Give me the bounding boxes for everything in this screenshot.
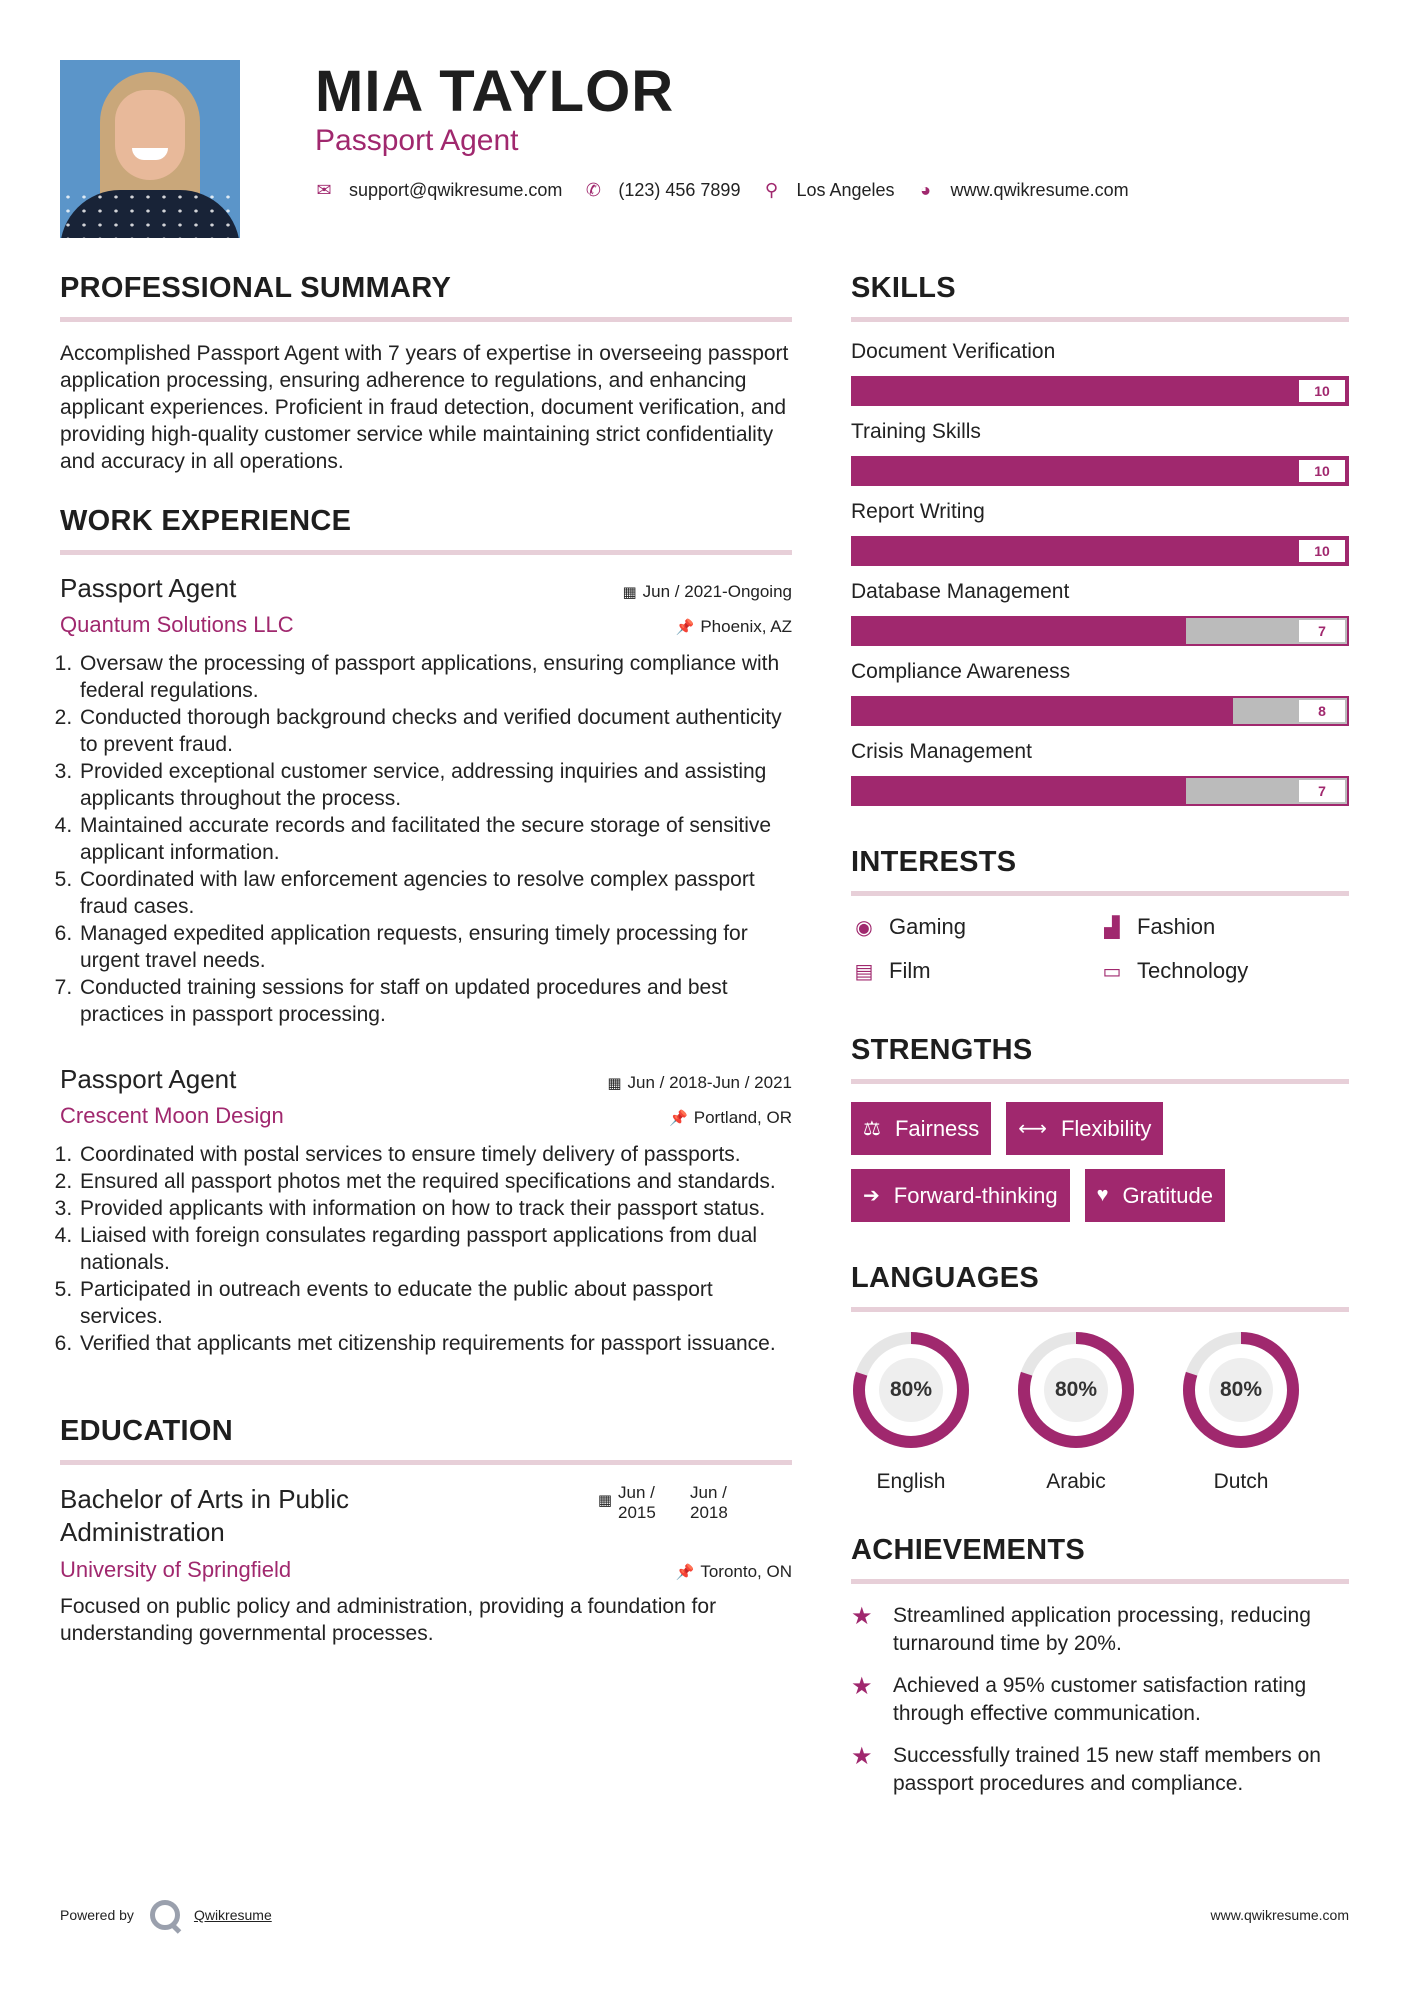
candidate-title: Passport Agent [315,124,519,157]
bullet-item: 4. Maintained accurate records and facilitated the secure storage of sensitive applicant information. [78,812,792,866]
globe-icon: ◕ [920,180,931,200]
skill-bar-fill [853,778,1186,804]
map-pin-icon: ⚲ [764,180,779,200]
language-percent: 80% [1219,1378,1263,1401]
calendar-icon: ▦ [597,1492,612,1509]
calendar-icon: ▦ [607,1075,622,1092]
skill-bar [851,536,1349,566]
skill-value: 7 [1299,780,1345,802]
skill-name: Report Writing [851,500,985,523]
strength-label: Forward-thinking [893,1182,1058,1208]
profile-photo [60,60,240,238]
powered-by-label: Powered by [60,1907,134,1923]
gamepad-icon: ◉ [855,916,873,939]
bullet-item: 2. Conducted thorough background checks and verified document authenticity to prevent fraud. [78,704,792,758]
edu-end-date: Jun / 2018 [690,1483,728,1522]
bullet-item: 1. Coordinated with postal services to ensure timely delivery of passports. [78,1141,792,1168]
bullet-item: 5. Participated in outreach events to educate the public about passport services. [78,1276,792,1330]
contact-phone[interactable]: (123) 456 7899 [618,180,741,200]
strength-label: Flexibility [1060,1115,1152,1141]
section-divider [60,317,792,322]
interest-label: Technology [1137,958,1249,983]
achievement-text: Successfully trained 15 new staff members on passport procedures and compliance. [893,1744,1321,1795]
strength-label: Fairness [894,1115,980,1141]
skill-bar [851,616,1349,646]
summary-section [60,272,792,475]
bullet-item: 4. Liaised with foreign consulates regarding passport applications from dual nationals. [78,1222,792,1276]
skill-name: Document Verification [851,340,1056,363]
skill-bar-fill [853,458,1347,484]
phone-icon: ✆ [585,180,601,200]
bullet-item: 5. Coordinated with law enforcement agencies to resolve complex passport fraud cases. [78,866,792,920]
laptop-icon: ▭ [1102,960,1122,983]
job-date: Jun / 2018-Jun / 2021 [627,1073,792,1092]
bullet-item: 7. Conducted training sessions for staff on updated procedures and best practices in passport processing. [78,974,792,1028]
bullet-item: 6. Managed expedited application requests, ensuring timely processing for urgent travel needs. [78,920,792,974]
section-heading: WORK EXPERIENCE [60,505,352,537]
section-heading: EDUCATION [60,1415,233,1447]
contact-website[interactable]: www.qwikresume.com [950,180,1129,200]
language-percent: 80% [1054,1378,1098,1401]
section-heading: PROFESSIONAL SUMMARY [60,272,452,304]
interest-film [851,958,1099,984]
interest-label: Gaming [889,914,967,939]
skill-name: Crisis Management [851,740,1032,763]
star-icon: ★ [851,1743,873,1770]
shopping-bag-icon: ▟ [1104,916,1120,939]
section-divider [851,317,1349,322]
language-progress-ring [851,1330,971,1450]
job-title: Passport Agent [60,1064,237,1094]
footer-website[interactable]: www.qwikresume.com [1210,1907,1349,1923]
left-column [60,272,792,1647]
language-name: Arabic [1046,1470,1106,1493]
school-name: University of Springfield [60,1557,292,1582]
skill-bar [851,696,1349,726]
skill-value: 10 [1299,460,1345,482]
section-heading: ACHIEVEMENTS [851,1534,1086,1566]
skill-item [851,660,1349,726]
pushpin-icon: 📌 [669,1110,688,1127]
job-company: Crescent Moon Design [60,1103,284,1128]
language-name: English [876,1470,946,1493]
interest-fashion [1099,914,1349,940]
strength-chip [851,1169,1070,1222]
section-heading: INTERESTS [851,846,1017,878]
skill-value: 8 [1299,700,1345,722]
strength-chip [1006,1102,1163,1155]
language-name: Dutch [1213,1470,1269,1493]
arrow-right-icon: ➔ [863,1185,880,1207]
language-progress-ring [1181,1330,1301,1450]
skill-bar-fill [853,538,1347,564]
section-divider [851,891,1349,896]
skill-item [851,340,1349,406]
balance-scale-icon: ⚖ [863,1118,881,1140]
job-bullets [60,650,792,1028]
job-location: Phoenix, AZ [700,617,792,636]
language-progress-ring [1016,1330,1136,1450]
contact-bar [315,180,1151,201]
skill-name: Database Management [851,580,1070,603]
skill-value: 10 [1299,540,1345,562]
skill-value: 7 [1299,620,1345,642]
section-divider [851,1307,1349,1312]
bullet-item: 1. Oversaw the processing of passport applications, ensuring compliance with federal regulations. [78,650,792,704]
job-company: Quantum Solutions LLC [60,612,294,637]
footer-powered-by [60,1900,272,1930]
section-heading: STRENGTHS [851,1034,1033,1066]
achievement-text: Achieved a 95% customer satisfaction rating through effective communication. [893,1674,1307,1725]
achievement-item [851,1602,1349,1658]
section-divider [851,1579,1349,1584]
interest-gaming [851,914,1099,940]
strength-chip [1085,1169,1225,1222]
heart-icon: ♥ [1096,1184,1109,1206]
job-title: Passport Agent [60,573,237,603]
skill-item [851,420,1349,486]
skill-bar [851,776,1349,806]
candidate-name: MIA TAYLOR [315,59,675,124]
section-divider [60,550,792,555]
interest-label: Fashion [1137,914,1216,939]
experience-section [60,505,792,1357]
film-icon: ▤ [854,960,874,983]
strength-chip [851,1102,991,1155]
contact-email[interactable]: support@qwikresume.com [349,180,563,200]
interest-label: Film [889,958,931,983]
star-icon: ★ [851,1603,873,1630]
right-column [851,272,1349,1812]
skill-bar-fill [853,618,1186,644]
language-item [1016,1330,1136,1494]
degree-title: Bachelor of Arts in Public Administration [60,1484,350,1547]
skill-name: Compliance Awareness [851,660,1071,683]
summary-text: Accomplished Passport Agent with 7 years of expertise in overseeing passport application processing, ensuring adherence to regulations, and enhancing applicant experiences. Proficient in fraud detection, document verification, and providing high-quality customer service while maintaining strict confidentiality and accuracy in all operations. [60,342,789,473]
job-location: Portland, OR [693,1108,792,1127]
edu-start-date: Jun / 2015 [618,1483,656,1522]
skill-bar [851,376,1349,406]
arrows-horizontal-icon: ⟷ [1018,1118,1047,1140]
achievements-section [851,1534,1349,1798]
contact-location: Los Angeles [796,180,895,200]
skill-item [851,740,1349,806]
strengths-section [851,1034,1349,1222]
languages-section [851,1262,1349,1494]
bullet-item: 3. Provided exceptional customer service, addressing inquiries and assisting applicants throughout the process. [78,758,792,812]
edu-description: Focused on public policy and administration, providing a foundation for understanding governmental processes. [60,1595,717,1645]
job-entry [60,1064,792,1357]
bullet-item: 3. Provided applicants with information on how to track their passport status. [78,1195,792,1222]
achievement-item [851,1672,1349,1728]
section-divider [60,1460,792,1465]
job-date: Jun / 2021-Ongoing [642,582,792,601]
interest-technology [1099,958,1349,984]
section-heading: SKILLS [851,272,956,304]
interests-section [851,846,1349,984]
achievement-text: Streamlined application processing, reducing turnaround time by 20%. [893,1604,1311,1655]
section-heading: LANGUAGES [851,1262,1039,1294]
bullet-item: 2. Ensured all passport photos met the required specifications and standards. [78,1168,792,1195]
achievement-item [851,1742,1349,1798]
job-entry [60,573,792,1028]
skills-section [851,272,1349,806]
skill-bar-fill [853,698,1233,724]
calendar-icon: ▦ [622,584,637,601]
language-percent: 80% [889,1378,933,1401]
skill-item [851,580,1349,646]
qwikresume-link[interactable]: Qwikresume [193,1907,272,1923]
skill-bar [851,456,1349,486]
skill-name: Training Skills [851,420,981,443]
skill-value: 10 [1299,380,1345,402]
job-bullets [60,1141,792,1357]
language-item [1181,1330,1301,1494]
language-item [851,1330,971,1494]
pushpin-icon: 📌 [675,619,695,636]
pushpin-icon: 📌 [675,1564,695,1581]
section-divider [851,1079,1349,1084]
qwikresume-logo-icon [150,1900,180,1930]
edu-location: Toronto, ON [700,1562,792,1581]
envelope-icon: ✉ [316,180,332,200]
bullet-item: 6. Verified that applicants met citizenship requirements for passport issuance. [78,1330,792,1357]
star-icon: ★ [851,1673,873,1700]
strength-label: Gratitude [1122,1182,1213,1208]
skill-bar-fill [853,378,1347,404]
skill-item [851,500,1349,566]
education-section [60,1415,792,1647]
